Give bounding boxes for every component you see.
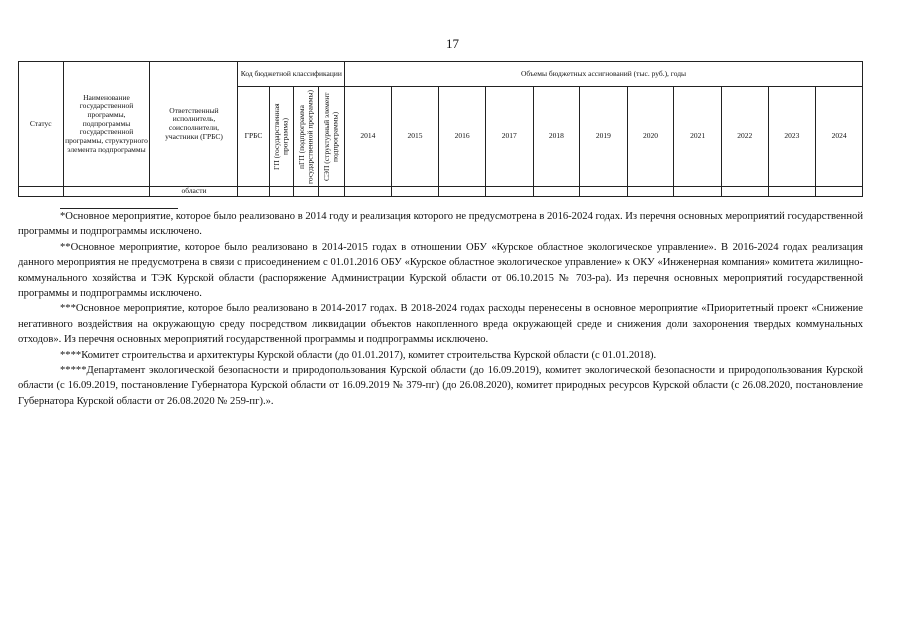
table-cell xyxy=(269,187,294,197)
table-cell xyxy=(674,187,722,197)
table-cell xyxy=(345,187,392,197)
header-year: 2023 xyxy=(768,87,816,187)
header-pgp-label: пГП (подпрограмма государственной программы) xyxy=(297,89,315,184)
header-status: Статус xyxy=(19,62,64,187)
header-year: 2024 xyxy=(816,87,863,187)
header-year: 2022 xyxy=(721,87,768,187)
header-year: 2021 xyxy=(674,87,722,187)
table-cell xyxy=(533,187,580,197)
table-cell xyxy=(721,187,768,197)
header-pgp xyxy=(294,87,319,187)
header-budget-code: Код бюджетной классификации xyxy=(238,62,345,87)
table-cell xyxy=(768,187,816,197)
header-gp-label: ГП (государственная программа) xyxy=(272,103,290,170)
header-year: 2017 xyxy=(485,87,533,187)
table-cell xyxy=(627,187,674,197)
header-sep-label: СЭП (структурный элемент подпрограммы) xyxy=(322,92,340,181)
footnote: ****Комитет строительства и архитектуры Курской области (до 01.01.2017), комитет строительства Курской области (с 01.01.2018). xyxy=(60,349,657,361)
header-year: 2016 xyxy=(439,87,486,187)
header-year: 2019 xyxy=(580,87,628,187)
header-executor: Ответственный исполнитель, соисполнители, участники (ГРБС) xyxy=(150,62,238,187)
table-cell-executor: области xyxy=(150,187,238,197)
footnote: ***Основное мероприятие, которое было реализовано в 2014-2017 годах. В 2018-2024 годах расходы перенесены в основное мероприятие «Приоритетный проект «Снижение негативного воздействия на окружающую среду посредством ликвидации объектов накопленного вреда окружающей среде и снижения доли захоронения твердых коммунальных отходов». Из перечня основных мероприятий государственной программы и подпрограммы исключено. xyxy=(18,303,863,346)
table-cell xyxy=(319,187,345,197)
header-sep xyxy=(319,87,345,187)
footnote: *Основное мероприятие, которое было реализовано в 2014 году и реализация которого не предусмотрена в 2016-2024 годах. Из перечня основных мероприятий государственной программы и подпрограммы исключено. xyxy=(18,211,863,238)
footnotes xyxy=(18,209,863,409)
header-year: 2018 xyxy=(533,87,580,187)
header-name: Наименование государственной программы, подпрограммы государственной программы, структурного элемента подпрограммы xyxy=(63,62,150,187)
header-year: 2015 xyxy=(391,87,439,187)
table-cell xyxy=(238,187,269,197)
table-cell xyxy=(19,187,64,197)
header-grbs: ГРБС xyxy=(238,87,269,187)
table-row xyxy=(19,187,863,197)
table-cell xyxy=(294,187,319,197)
table-cell xyxy=(63,187,150,197)
table-cell xyxy=(439,187,486,197)
table-cell xyxy=(391,187,439,197)
header-year: 2020 xyxy=(627,87,674,187)
budget-table xyxy=(18,61,863,197)
footnote: **Основное мероприятие, которое было реализовано в 2014-2015 годах в отношении ОБУ «Курское областное экологическое управление». В 2016-2024 годах реализация данного мероприятия не предусмотрена в связи с присоединением с 01.01.2016 ОБУ «Курское областное экологическое управление» к ОКУ «Инженерная компания» комитета жилищно-коммунального хозяйства и ТЭК Курской области (распоряжение Администрации Курской области от 06.10.2015 № 703-ра). Из перечня основных мероприятий государственной программы и подпрограммы исключено. xyxy=(18,241,863,300)
header-year: 2014 xyxy=(345,87,392,187)
page-number: 17 xyxy=(446,36,459,51)
footnote: *****Департамент экологической безопасности и природопользования Курской области (до 16.09.2019), комитет экологической безопасности и природопользования Курской области (с 16.09.2019, постановление Губернатора Курской области от 16.09.2019 № 379-пг) (до 26.08.2020), комитет природных ресурсов Курской области (с 26.08.2020, постановление Губернатора Курской области от 26.08.2020 № 259-пг).». xyxy=(18,365,863,407)
table-cell xyxy=(580,187,628,197)
table-cell xyxy=(485,187,533,197)
header-gp xyxy=(269,87,294,187)
header-volumes: Объемы бюджетных ассигнований (тыс. руб.), годы xyxy=(345,62,863,87)
table-cell xyxy=(816,187,863,197)
